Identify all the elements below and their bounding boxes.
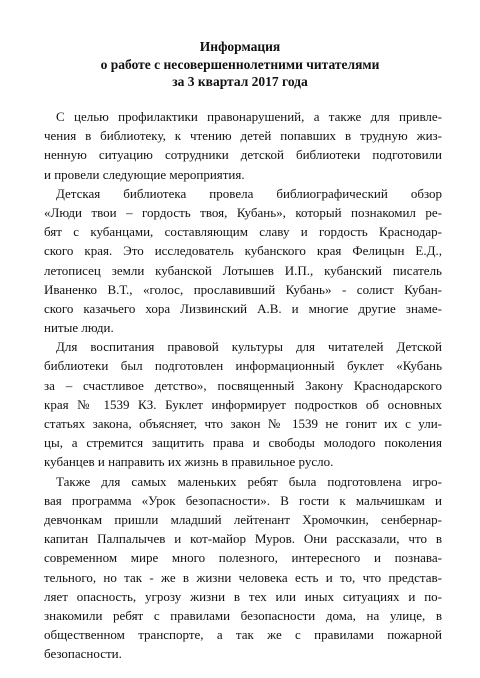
text-line: Детская библиотека провела библиографический обзор bbox=[56, 185, 442, 201]
text-line: вая программа «Урок безопасности». В гости к мальчишкам и bbox=[44, 492, 442, 508]
title-line: Информация bbox=[199, 39, 281, 54]
text-line: чения в библиотеку, к чтению детей попавших в трудную жиз- bbox=[44, 128, 442, 144]
text-line: Также для самых маленьких ребят была подготовлена игро- bbox=[56, 473, 442, 489]
title-line: о работе с несовершеннолетними читателями bbox=[100, 56, 380, 72]
text-line: ненную ситуацию сотрудники детской библиотеки подготовили bbox=[44, 147, 442, 163]
text-line: за – счастливое детство», посвященный Закону Краснодарского bbox=[44, 377, 442, 393]
text-line: капитан Палпалычев и кот-майор Муров. Они рассказали, что в bbox=[44, 531, 442, 547]
text-line: общественном транспорте, а так же с правилами пожарной bbox=[44, 627, 442, 643]
text-line: статьях закона, объясняет, что закон № 1539 не гонит их с ули- bbox=[44, 416, 442, 431]
text-line: кубанцев и направить их жизнь в правильное русло. bbox=[44, 454, 334, 470]
text-line: безопасности. bbox=[44, 646, 122, 662]
text-line: цы, а стремится защитить права и свободы молодого поколения bbox=[44, 435, 442, 451]
text-line: библиотеки был подготовлен информационный буклет «Кубань bbox=[44, 358, 442, 374]
document-body bbox=[44, 107, 442, 663]
text-line: и провели следующие мероприятия. bbox=[44, 166, 245, 182]
text-line: ского казачьего хора Лизвинский А.В. и многие другие знаме- bbox=[44, 300, 442, 316]
text-line: современном мире много полезного, интересного и познава- bbox=[44, 550, 442, 566]
text-line: «Люди твои – гордость твоя, Кубань», который познакомил ре- bbox=[44, 204, 442, 220]
paragraph bbox=[44, 184, 442, 338]
title-line: за 3 квартал 2017 года bbox=[172, 74, 308, 89]
text-line: знакомили ребят с правилами безопасности дома, на улице, в bbox=[44, 607, 442, 623]
text-line: девчонкам пришли младший лейтенант Хромочкин, сенбернар- bbox=[44, 511, 442, 527]
text-line: тельного, но так - же в жизни человека есть и то, что представ- bbox=[44, 569, 442, 585]
document-title bbox=[0, 38, 480, 91]
paragraph bbox=[44, 337, 442, 471]
text-line: летописец земли кубанской Лотышев И.П., кубанский писатель bbox=[44, 262, 442, 278]
text-line: ляет опасность, угрозу жизни в тех или иных ситуациях и по- bbox=[44, 588, 442, 604]
text-line: бят с кубанцами, составляющим славу и гордость Краснодар- bbox=[44, 224, 442, 240]
text-line: нитые люди. bbox=[44, 320, 114, 336]
paragraph bbox=[44, 472, 442, 664]
text-line: края № 1539 КЗ. Буклет информирует подростков об основных bbox=[44, 396, 442, 412]
text-line: ского края. Это исследователь кубанского края Фелицын Е.Д., bbox=[44, 243, 442, 259]
text-line: Иваненко В.Т., «голос, прославивший Кубань» - солист Кубан- bbox=[44, 281, 442, 297]
paragraph bbox=[44, 107, 442, 184]
text-line: Для воспитания правовой культуры для читателей Детской bbox=[56, 339, 442, 355]
text-line: С целью профилактики правонарушений, а также для привле- bbox=[56, 109, 442, 124]
